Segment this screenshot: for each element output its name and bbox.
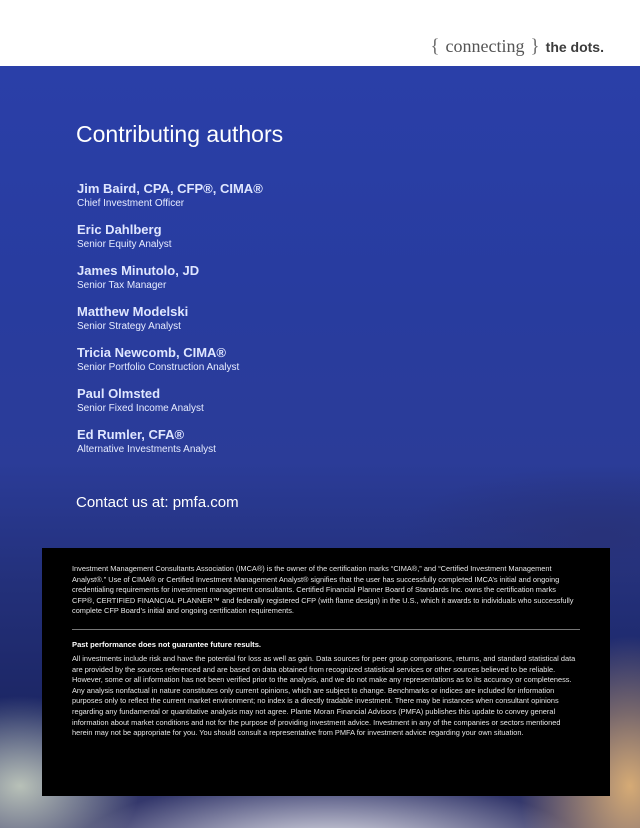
author-name: Eric Dahlberg — [77, 222, 162, 237]
risk-disclaimer: All investments include risk and have the potential for loss as well as gain. Data sources for peer group comparisons, returns, and standard statistical data are provided by the sources referenced and are based on data obtained from recognized statistical services or other sources believed to be reliable. However, some or all information has not been verified prior to the analysis, and we do not make any representations as to its accuracy or completeness. Any analysis nonfactual in nature constitutes only current opinions, which are subject to change. Benchmarks or indices are included for information purposes only to reflect the current market environment; no index is a directly tradable investment. There may be instances when consultant opinions regarding any fundamental or quantitative analysis may not agree. Plante Moran Financial Advisors (PMFA) publishes this update to convey general information about market conditions and not for the purpose of providing investment advice. Investment in any of the companies or sectors mentioned herein may not be appropriate for you. You should consult a representative from PMFA for investment advice regarding your own situation. — [72, 653, 576, 738]
author-role: Alternative Investments Analyst — [77, 444, 216, 455]
author-role: Senior Tax Manager — [77, 280, 167, 291]
tagline-word: connecting — [445, 36, 525, 56]
author-role: Senior Portfolio Construction Analyst — [77, 362, 240, 373]
performance-heading: Past performance does not guarantee future results. — [72, 639, 262, 649]
author-role: Senior Strategy Analyst — [77, 321, 181, 332]
authors-list — [77, 180, 497, 467]
tagline-bold: the dots. — [545, 39, 604, 55]
disclaimer-box — [42, 548, 610, 796]
page-title: Contributing authors — [76, 121, 284, 147]
author-name: James Minutolo, JD — [77, 263, 200, 278]
tagline-close-brace: } — [530, 36, 540, 57]
contact-line: Contact us at: pmfa.com — [76, 494, 239, 511]
author-name: Ed Rumler, CFA® — [77, 427, 185, 442]
author-name: Tricia Newcomb, CIMA® — [77, 345, 226, 360]
author-item — [77, 426, 497, 467]
page-header — [0, 0, 640, 66]
tagline-open-brace: { — [430, 36, 440, 57]
author-item — [77, 303, 497, 344]
author-item — [77, 344, 497, 385]
hero-background — [0, 66, 640, 828]
author-role: Senior Equity Analyst — [77, 239, 172, 250]
author-name: Jim Baird, CPA, CFP®, CIMA® — [77, 181, 263, 196]
author-item — [77, 385, 497, 426]
author-item — [77, 262, 497, 303]
author-role: Chief Investment Officer — [77, 198, 185, 209]
certification-disclaimer: Investment Management Consultants Association (IMCA®) is the owner of the certification marks “CIMA®,” and “Certified Investment Management Analyst®.” Use of CIMA® or Certified Investment Management Analyst® signifies that the user has successfully completed IMCA’s initial and ongoing credentialing requirements for investment management consultants. Certified Financial Planner Board of Standards Inc. owns the certification marks CFP®, CERTIFIED FINANCIAL PLANNER™ and federally registered CFP (with flame design) in the U.S., which it awards to individuals who successfully complete CFP Board’s initial and ongoing certification requirements. — [72, 564, 574, 616]
tagline — [430, 36, 604, 58]
divider — [72, 629, 580, 630]
author-item — [77, 180, 497, 221]
author-name: Paul Olmsted — [77, 386, 161, 401]
author-role: Senior Fixed Income Analyst — [77, 403, 204, 414]
author-name: Matthew Modelski — [77, 304, 189, 319]
author-item — [77, 221, 497, 262]
